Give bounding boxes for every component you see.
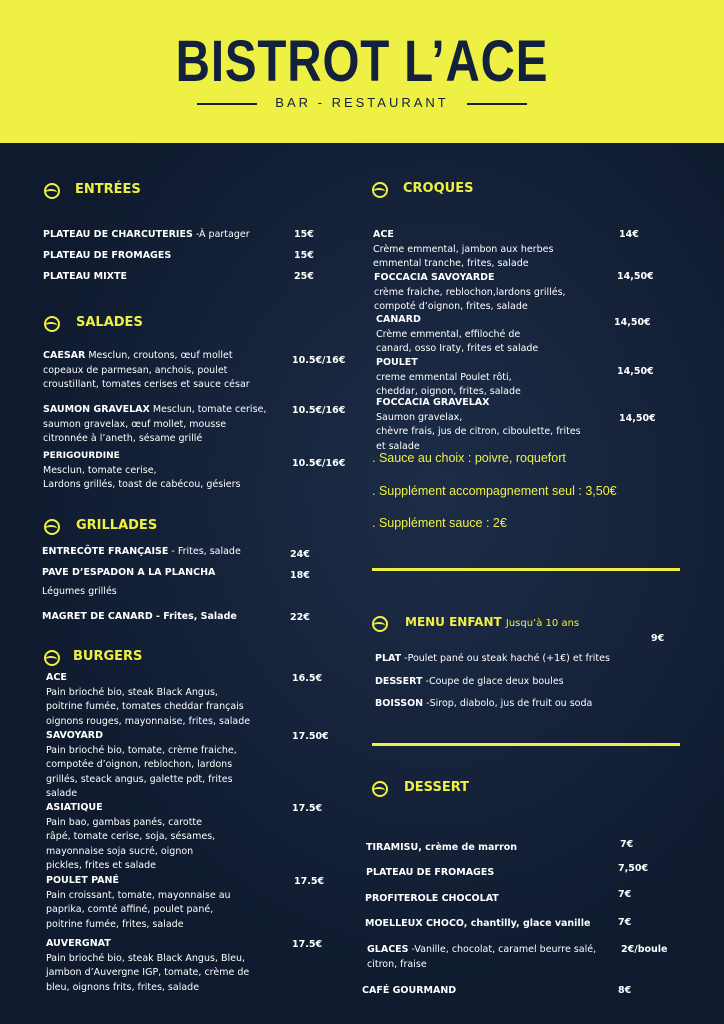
salade-name: PERIGOURDINE	[43, 451, 120, 461]
dessert-name: GLACES	[367, 944, 409, 955]
grillade-note: - Frites, salade	[168, 546, 241, 557]
dessert-price: 7€	[618, 917, 632, 928]
salade-price: 10.5€/16€	[292, 355, 346, 366]
croque-price: 14,50€	[614, 317, 651, 328]
burger-price: 17.50€	[292, 731, 329, 742]
entree-item: PLATEAU MIXTE	[43, 271, 127, 282]
salades-title: SALADES	[76, 315, 143, 330]
dessert-price: 7€	[620, 839, 634, 850]
croque-name: ACE	[373, 229, 394, 240]
burger-desc: poitrine fumée, tomates cheddar français	[46, 701, 244, 712]
grillade-price: 22€	[290, 612, 310, 623]
tennis-ball-icon	[44, 650, 60, 666]
dessert-price: 7€	[618, 889, 632, 900]
salade-item	[43, 403, 283, 447]
entree-note: -À partager	[192, 229, 250, 240]
dessert-item	[367, 943, 617, 972]
menu-enfant-name: MENU ENFANT	[405, 615, 502, 629]
salade-desc: Lardons grillés, toast de cabécou, gésiers	[43, 479, 241, 490]
grillade-item: PAVE D’ESPADON A LA PLANCHA	[42, 567, 216, 578]
grillade-item	[42, 611, 237, 622]
menu-enfant-item-name: BOISSON	[375, 698, 424, 709]
grillade-price: 18€	[290, 570, 310, 581]
croque-item	[376, 313, 616, 357]
menu-enfant-item-desc: -Coupe de glace deux boules	[422, 676, 564, 687]
salade-desc: citronnée à l’aneth, sésame grillé	[43, 433, 203, 444]
salade-name: SAUMON GRAVELAX	[43, 404, 150, 415]
croque-desc: canard, osso Iraty, frites et salade	[376, 343, 539, 354]
croque-name: FOCCACIA GRAVELAX	[376, 397, 490, 408]
salade-desc: croustillant, tomates cerises et sauce césar	[43, 379, 250, 390]
burger-desc: jambon d’Auvergne IGP, tomate, crème de	[46, 967, 250, 978]
burger-desc: Pain brioché bio, steak Black Angus,	[46, 686, 218, 698]
entree-name: PLATEAU DE CHARCUTERIES	[43, 229, 193, 240]
burger-name: SAVOYARD	[46, 730, 103, 741]
dessert-title: DESSERT	[404, 780, 469, 795]
salade-item	[43, 449, 283, 493]
burger-item	[46, 801, 264, 874]
grillade-price: 24€	[290, 549, 310, 560]
croque-item	[376, 356, 616, 400]
croque-desc: cheddar, oignon, frites, salade	[376, 386, 521, 397]
burger-desc: pickles, frites et salade	[46, 860, 156, 871]
salade-price: 10.5€/16€	[292, 458, 346, 469]
subtitle-divider-right	[467, 103, 527, 105]
tennis-ball-icon	[372, 616, 388, 632]
croque-name: FOCCACIA SAVOYARDE	[374, 272, 495, 283]
burger-desc: salade	[46, 788, 78, 799]
croque-note: . Sauce au choix : poivre, roquefort	[372, 451, 566, 465]
entree-item	[43, 229, 250, 240]
burger-name: POULET PANÉ	[46, 875, 119, 886]
dessert-item: PROFITEROLE CHOCOLAT	[365, 893, 499, 904]
croque-desc: Crème emmental, jambon aux herbes	[373, 243, 554, 255]
tennis-ball-icon	[372, 182, 388, 198]
tennis-ball-icon	[44, 316, 60, 332]
salade-desc: Mesclun, tomate cerise,	[43, 464, 157, 476]
burger-desc: Pain croissant, tomate, mayonnaise au	[46, 889, 231, 901]
burger-item	[46, 729, 268, 802]
croque-item	[373, 228, 613, 272]
entree-price: 25€	[294, 271, 314, 282]
section-divider	[372, 568, 680, 571]
croque-item	[374, 271, 614, 315]
burger-desc: oignons rouges, mayonnaise, frites, salade	[46, 715, 251, 727]
menu-enfant-item-name: PLAT	[375, 653, 402, 664]
croque-price: 14,50€	[617, 366, 654, 377]
burger-desc: bleu, oignons frits, frites, salade	[46, 981, 200, 993]
burger-item	[46, 671, 268, 729]
croque-price: 14,50€	[617, 271, 654, 282]
menu-enfant-item-desc: -Sirop, diabolo, jus de fruit ou soda	[423, 698, 593, 709]
burger-desc: râpé, tomate cerise, soja, sésames,	[46, 831, 216, 842]
restaurant-subtitle: BAR - RESTAURANT	[275, 95, 449, 110]
burger-desc: grillés, steack angus, galette pdt, frites	[46, 773, 233, 785]
croque-desc: crème fraiche, reblochon,lardons grillés,	[374, 286, 566, 298]
croque-desc: compoté d’oignon, frites, salade	[374, 301, 528, 312]
tennis-ball-icon	[44, 519, 60, 535]
croque-note: . Supplément accompagnement seul : 3,50€	[372, 484, 617, 498]
salade-price: 10.5€/16€	[292, 405, 346, 416]
grillades-title: GRILLADES	[76, 518, 158, 533]
burger-desc: compotée d’oignon, reblochon, lardons	[46, 759, 233, 770]
croque-desc: emmental tranche, frites, salade	[373, 258, 529, 269]
croques-title: CROQUES	[403, 181, 474, 196]
tennis-ball-icon	[372, 781, 388, 797]
grillade-name: MAGRET DE CANARD	[42, 611, 153, 622]
menu-enfant-price: 9€	[651, 633, 665, 644]
burger-desc: Pain brioché bio, steak Black Angus, Bleu,	[46, 952, 246, 964]
burger-item	[46, 874, 268, 932]
dessert-item: PLATEAU DE FROMAGES	[366, 867, 495, 878]
croque-desc: chèvre frais, jus de citron, ciboulette, frites	[376, 426, 581, 437]
salade-item	[43, 349, 283, 393]
dessert-desc: citron, fraise	[367, 958, 427, 970]
entree-price: 15€	[294, 229, 314, 240]
croque-desc: Saumon gravelax,	[376, 411, 463, 423]
salade-desc: Mesclun, croutons, œuf mollet	[85, 350, 233, 361]
burger-desc: paprika, comté affiné, poulet pané,	[46, 904, 214, 915]
grillade-name: ENTRECÔTE FRANÇAISE	[42, 546, 169, 557]
burger-desc: Pain brioché bio, tomate, crème fraiche,	[46, 744, 237, 756]
salade-desc: saumon gravelax, œuf mollet, mousse	[43, 418, 227, 430]
croque-price: 14,50€	[619, 413, 656, 424]
menu-enfant-item	[375, 675, 564, 690]
burger-price: 16.5€	[292, 673, 323, 684]
menu-enfant-item-desc: -Poulet pané ou steak haché (+1€) et frites	[401, 653, 610, 664]
salade-desc: copeaux de parmesan, anchois, poulet	[43, 364, 228, 376]
header-banner	[0, 0, 724, 143]
burger-name: ASIATIQUE	[46, 802, 103, 813]
menu-enfant-item-name: DESSERT	[375, 676, 423, 687]
menu-enfant-title	[405, 615, 579, 629]
burger-desc: Pain bao, gambas panés, carotte	[46, 816, 202, 828]
burger-item	[46, 937, 270, 995]
croque-name: POULET	[376, 357, 418, 368]
menu-enfant-subtitle: Jusqu’à 10 ans	[505, 618, 580, 629]
dessert-price: 7,50€	[618, 863, 649, 874]
grillade-note: - Frites, Salade	[152, 611, 237, 622]
dessert-price: 8€	[618, 985, 632, 996]
menu-enfant-item	[375, 652, 610, 667]
croque-desc: creme emmental Poulet rôti,	[376, 371, 512, 383]
salade-name: CAESAR	[43, 350, 86, 361]
croque-item	[376, 396, 616, 454]
dessert-desc: -Vanille, chocolat, caramel beurre salé,	[408, 944, 597, 955]
burger-desc: poitrine fumée, frites, salade	[46, 918, 184, 930]
entrees-title: ENTRÉES	[75, 182, 141, 197]
burger-price: 17.5€	[292, 939, 323, 950]
dessert-item: MOELLEUX CHOCO, chantilly, glace vanille	[365, 918, 591, 929]
restaurant-title: BISTROT L’ACE	[175, 29, 549, 94]
croque-desc: et salade	[376, 440, 420, 452]
burger-name: AUVERGNAT	[46, 938, 111, 949]
menu-enfant-item	[375, 697, 592, 712]
dessert-item: TIRAMISU, crème de marron	[366, 842, 518, 853]
croque-desc: Crème emmental, effiloché de	[376, 328, 521, 340]
burger-desc: mayonnaise soja sucré, oignon	[46, 845, 194, 857]
grillade-item	[42, 546, 241, 557]
entree-item: PLATEAU DE FROMAGES	[43, 250, 172, 261]
burger-name: ACE	[46, 672, 67, 683]
entree-price: 15€	[294, 250, 314, 261]
salade-desc: Mesclun, tomate cerise,	[149, 404, 267, 415]
dessert-price: 2€/boule	[621, 944, 668, 955]
croque-price: 14€	[619, 229, 639, 240]
burger-price: 17.5€	[294, 876, 325, 887]
dessert-item: CAFÉ GOURMAND	[362, 985, 457, 996]
burger-price: 17.5€	[292, 803, 323, 814]
grillade-note: Légumes grillés	[42, 586, 117, 597]
croque-note: . Supplément sauce : 2€	[372, 516, 507, 530]
tennis-ball-icon	[44, 183, 60, 199]
burgers-title: BURGERS	[73, 649, 143, 664]
section-divider	[372, 743, 680, 746]
croque-name: CANARD	[376, 314, 421, 325]
